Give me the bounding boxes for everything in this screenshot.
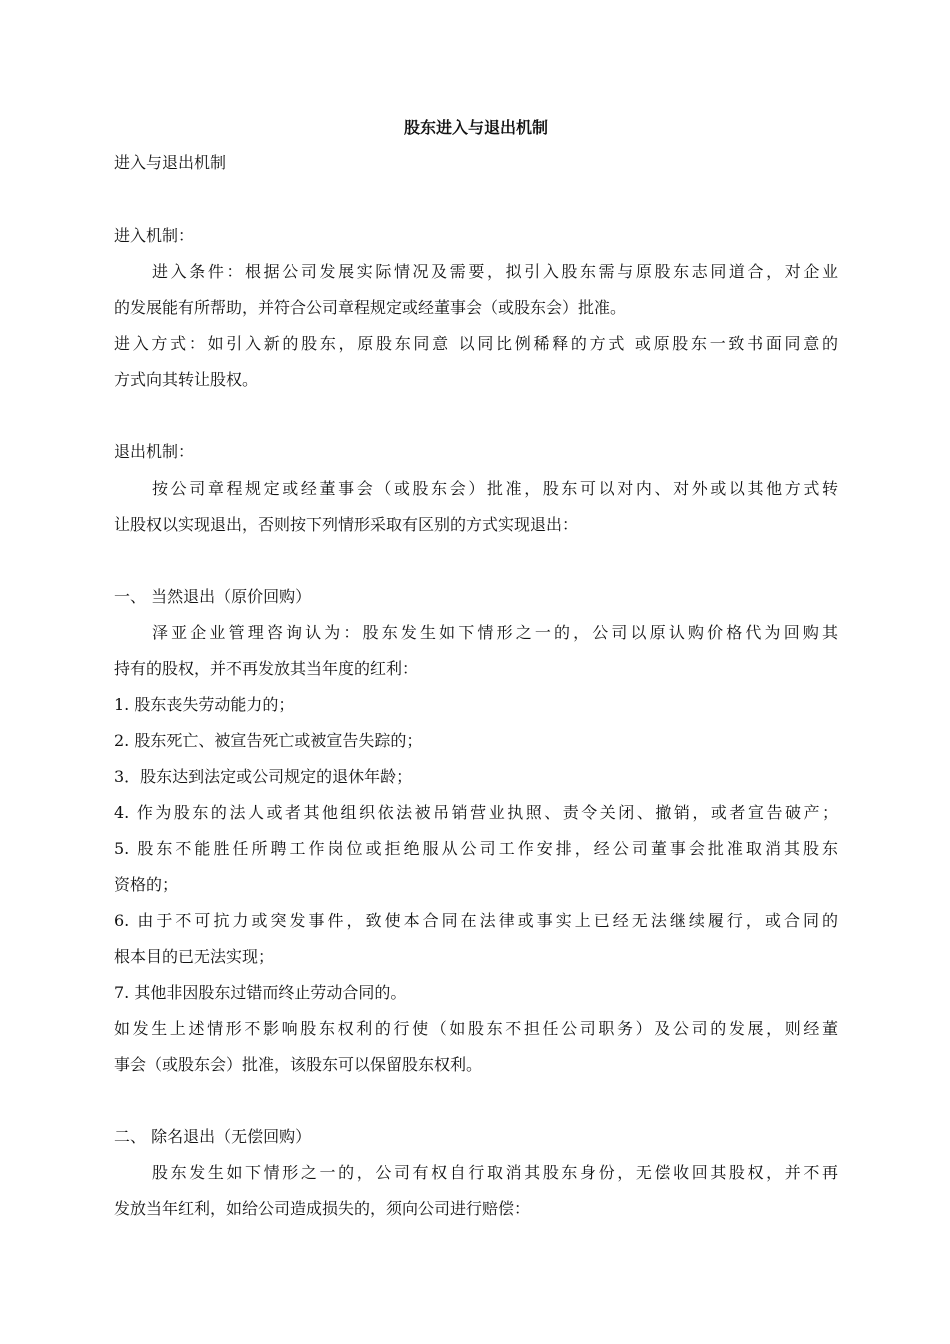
section1-heading: 一、 当然退出（原价回购） xyxy=(114,587,312,606)
document-title: 股东进入与退出机制 xyxy=(403,118,548,137)
section1-item-5-line1: 5. 股东不能胜任所聘工作岗位或拒绝服从公司工作安排，经公司董事会批准取消其股东 xyxy=(114,839,838,858)
section1-item-1: 1. 股东丧失劳动能力的； xyxy=(114,695,295,714)
section1-item-2: 2. 股东死亡、被宣告死亡或被宣告失踪的； xyxy=(114,731,423,750)
section1-item-7: 7. 其他非因股东过错而终止劳动合同的。 xyxy=(114,983,407,1002)
entry-heading: 进入机制： xyxy=(114,226,195,245)
entry-method-line2: 方式向其转让股权。 xyxy=(114,370,259,389)
section2-intro-line1: 股东发生如下情形之一的，公司有权自行取消其股东身份，无偿收回其股权，并不再 xyxy=(152,1163,838,1182)
section1-item-4: 4. 作为股东的法人或者其他组织依法被吊销营业执照、责令关闭、撤销，或者宣告破产； xyxy=(114,803,838,822)
section2-intro-line2: 发放当年红利，如给公司造成损失的，须向公司进行赔偿： xyxy=(114,1199,531,1218)
exit-intro-line2: 让股权以实现退出，否则按下列情形采取有区别的方式实现退出： xyxy=(114,515,579,534)
section1-intro-line1: 泽亚企业管理咨询认为：股东发生如下情形之一的，公司以原认购价格代为回购其 xyxy=(152,623,838,642)
section1-note-line2: 事会（或股东会）批准，该股东可以保留股东权利。 xyxy=(114,1055,483,1074)
section1-item-6-line1: 6. 由于不可抗力或突发事件，致使本合同在法律或事实上已经无法继续履行，或合同的 xyxy=(114,911,838,930)
entry-condition-line2: 的发展能有所帮助，并符合公司章程规定或经董事会（或股东会）批准。 xyxy=(114,298,627,317)
entry-method-line1: 进入方式：如引入新的股东，原股东同意 以同比例稀释的方式 或原股东一致书面同意的 xyxy=(114,334,838,353)
section1-item-6-line2: 根本目的已无法实现； xyxy=(114,947,275,966)
section1-intro-line2: 持有的股权，并不再发放其当年度的红利： xyxy=(114,659,419,678)
section2-heading: 二、 除名退出（无偿回购） xyxy=(114,1127,312,1146)
section1-item-5-line2: 资格的； xyxy=(114,875,179,894)
section1-item-3: 3．股东达到法定或公司规定的退休年龄； xyxy=(114,767,413,786)
document-subtitle: 进入与退出机制 xyxy=(114,153,227,172)
exit-intro-line1: 按公司章程规定或经董事会（或股东会）批准，股东可以对内、对外或以其他方式转 xyxy=(152,479,838,498)
entry-condition-line1: 进入条件：根据公司发展实际情况及需要，拟引入股东需与原股东志同道合，对企业 xyxy=(152,262,838,281)
exit-heading: 退出机制： xyxy=(114,442,195,461)
section1-note-line1: 如发生上述情形不影响股东权利的行使（如股东不担任公司职务）及公司的发展，则经董 xyxy=(114,1019,838,1038)
